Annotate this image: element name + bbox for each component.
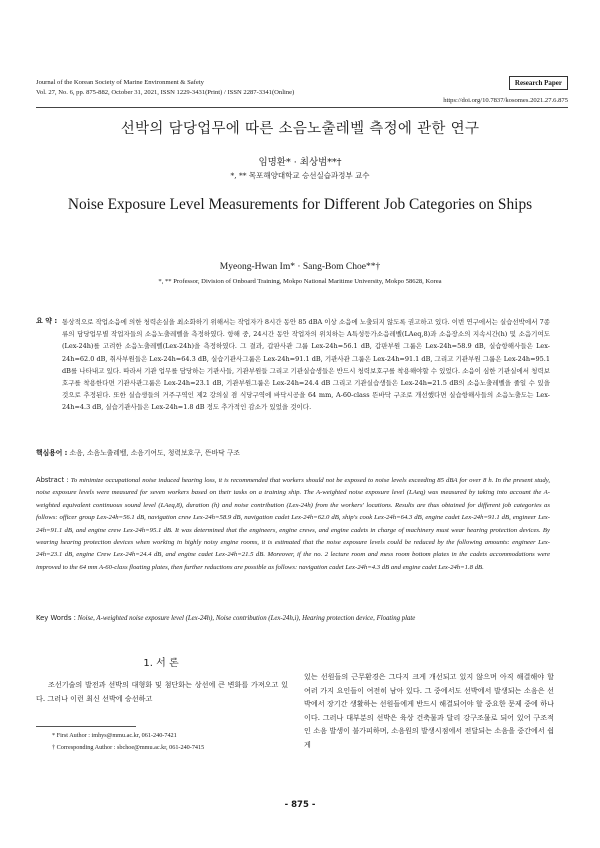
abstract-korean: 통상적으로 작업소음에 의한 청력손실을 최소화하기 위해서는 작업자가 8시간 동안 85 dBA 이상 소음에 노출되지 않도록 권고하고 있다. 이번 연구에서는 실습선박에서 7종류의 담당업무별 작업자들의 소음노출레벨을 측정하였다. 항해 중, 24시간 동안 작업자의 위치하는 A특성등가소음레벨(LAeq,8)과 소음장소의 지속시간(h) 및 소음기여도(Lex-24h)를 고려한 소음노출레벨(Lex-24h)을 측정하였다. 그 결과, 갑판사관 그룹 Lex-24h=56.1 dB, 갑판부원 그룹은 Lex-24h=58.9 dB, 실습항해사들은 Lex-24h=62.0 dB, 취사부원들은 Lex-24h=64.3 dB, 실습기관사그룹은 Lex-24h=91.1 dB, 기관사관 그룹은 Lex-24h=91.1 dB, 그리고 기관부원 그룹은 Lex-24h=95.1 dB를 나타내고 있다. 따라서 기관 업무를 담당하는 기관사들, 기관부원들 그리고 기관실습생들은 반드시 청력보호구를 착용해야할 수 있었다. 소음이 심한 기관실에서 청력보호구를 착용한다면 기관사관그룹은 Lex-24h=23.1 dB, 기관부원그룹은 Lex-24h=24.4 dB 그리고 기관실습생들은 Lex-24h=21.5 dB의 소음노출레벨을 줄일 수 있을 것으로 추정된다. 또한 실습생들의 거주구역인 제2 강의실 겸 식당구역에 바닥시공을 64 mm, A-60-class 뜬바닥 구조로 개선했다면 실습항해사들의 소음노출도는 Lex-24h=4.3 dB, 실습기관사들은 Lex-24h=1.8 dB 정도 추가적인 감소가 있었을 것이다. (62, 318, 550, 412)
intro-left-column: 조선기술의 발전과 선박의 대형화 및 첨단화는 상선에 큰 변화를 가져오고 있다. 그러나 이런 최신 선박에 승선하고 (36, 680, 288, 703)
abstract-english-text: To minimize occupational noise induced hearing loss, it is recommended that workers should not be exposed to noise levels exceeding 85 dBA for over 8 h. In the present study, noise exposure levels were measured for seven workers based on their tasks on a training ship. The A-weighted noise exposure level (LAeq) was measured by taking into account the A-weighted equivalent continuous sound level (LAeq,8), duration (h) and noise contribution (Lex-24h) from the workers' locations. Results are thus obtained for different job categories as follows: officer group Lex-24h=56.1 dB, navigation crew Lex-24h=58.9 dB, navigation cadet Lex-24h=62.0 dB, ship's cook Lex-24h=64.3 dB, engine cadet Lex-24h=91.1 dB, engineer Lex-24h=91.1 dB, and engine crew Lex-24h=95.1 dB. It was determined that the engineers, engine crews, and engine cadets in charge of machinery must wear hearing protection devices. By wearing hearing protection devices when working in highly noisy engine rooms, it is estimated that the noise exposure levels could be reduced by the following amounts: engineer Lex-24h=23.1 dB, engine Crew Lex-24h=24.4 dB, and engine cadet Lex-24h=21.5 dB. Moreover, if the no. 2 lecture room and mess room bottom plates in the cadets accommodations were improved to the 64 mm A-60-class floating plates, then further reductions are possible as follows: navigation cadet Lex-24h=4.3 dB and engine cadet Lex-24h=1.8 dB. (36, 477, 551, 571)
intro-right-column: 있는 선원들의 근무환경은 그다지 크게 개선되고 있지 않으며 아직 해결해야 할 여러 가지 요인들이 여전히 남아 있다. 그 중에서도 선박에서 발생되는 소음은 선박에서 장기간 생활하는 선원들에게 반드시 해결되어야 할 중요한 문제 중에 하나이다. 그러나 대부분의 선박은 육상 건축물과 달리 강구조물로 되어 있어 구조적인 소음 발생이 불가피하며, 소음원의 발생시점에서 전달되는 소음을 중간에서 쉽게 (304, 672, 554, 749)
keywords-korean (36, 447, 556, 457)
page-number: - 875 - (284, 800, 316, 810)
header-divider (36, 107, 568, 108)
abstract-english-label: Abstract : (36, 476, 69, 484)
keywords-english-text: Noise, A-weighted noise exposure level (Lex-24h), Noise contribution (Lex-24h,i), Hearing protection device, Floating plate (77, 615, 416, 622)
affiliation-english: *, ** Professor, Division of Onboard Training, Mokpo National Maritime University, Mokpo 58628, Korea (158, 278, 442, 285)
title-english: Noise Exposure Level Measurements for Different Job Categories on Ships (67, 196, 533, 213)
abstract-english (36, 474, 550, 574)
research-paper-badge: Research Paper (509, 76, 568, 90)
journal-name: Journal of the Korean Society of Marine Environment & Safety (36, 79, 204, 86)
authors-korean: 임명환* · 최상범**† (258, 157, 342, 168)
keywords-korean-text: 소음, 소음노출레벨, 소음기여도, 청력보호구, 뜬바닥 구조 (69, 449, 240, 457)
doi-link[interactable]: https://doi.org/10.7837/kosomes.2021.27.6.875 (443, 97, 568, 104)
footnote-divider (36, 726, 136, 727)
footnotes (52, 730, 204, 754)
authors-english: Myeong-Hwan Im* · Sang-Bom Choe**† (219, 262, 381, 272)
journal-volume: Vol. 27, No. 6, pp. 875-882, October 31, 2021, ISSN 1229-3431(Print) / ISSN 2287-3341(Online) (36, 88, 295, 96)
affiliation-korean: *, ** 목포해양대학교 승선실습과정부 교수 (230, 171, 370, 180)
journal-info (36, 78, 456, 97)
footnote-first-author: * First Author : imhys@mmu.ac.kr, 061-240-7421 (52, 732, 177, 739)
keywords-english (36, 614, 556, 622)
keywords-english-label: Key Words : (36, 614, 76, 622)
footnote-corresponding-author: † Corresponding Author : sbchoe@mmu.ac.kr, 061-240-7415 (52, 744, 205, 751)
section-title-introduction: 1. 서 론 (143, 658, 179, 669)
abstract-korean-label: 요 약 : (36, 317, 58, 325)
title-korean: 선박의 담당업무에 따른 소음노출레벨 측정에 관한 연구 (120, 121, 480, 137)
keywords-korean-label: 핵심용어 : (36, 449, 68, 457)
